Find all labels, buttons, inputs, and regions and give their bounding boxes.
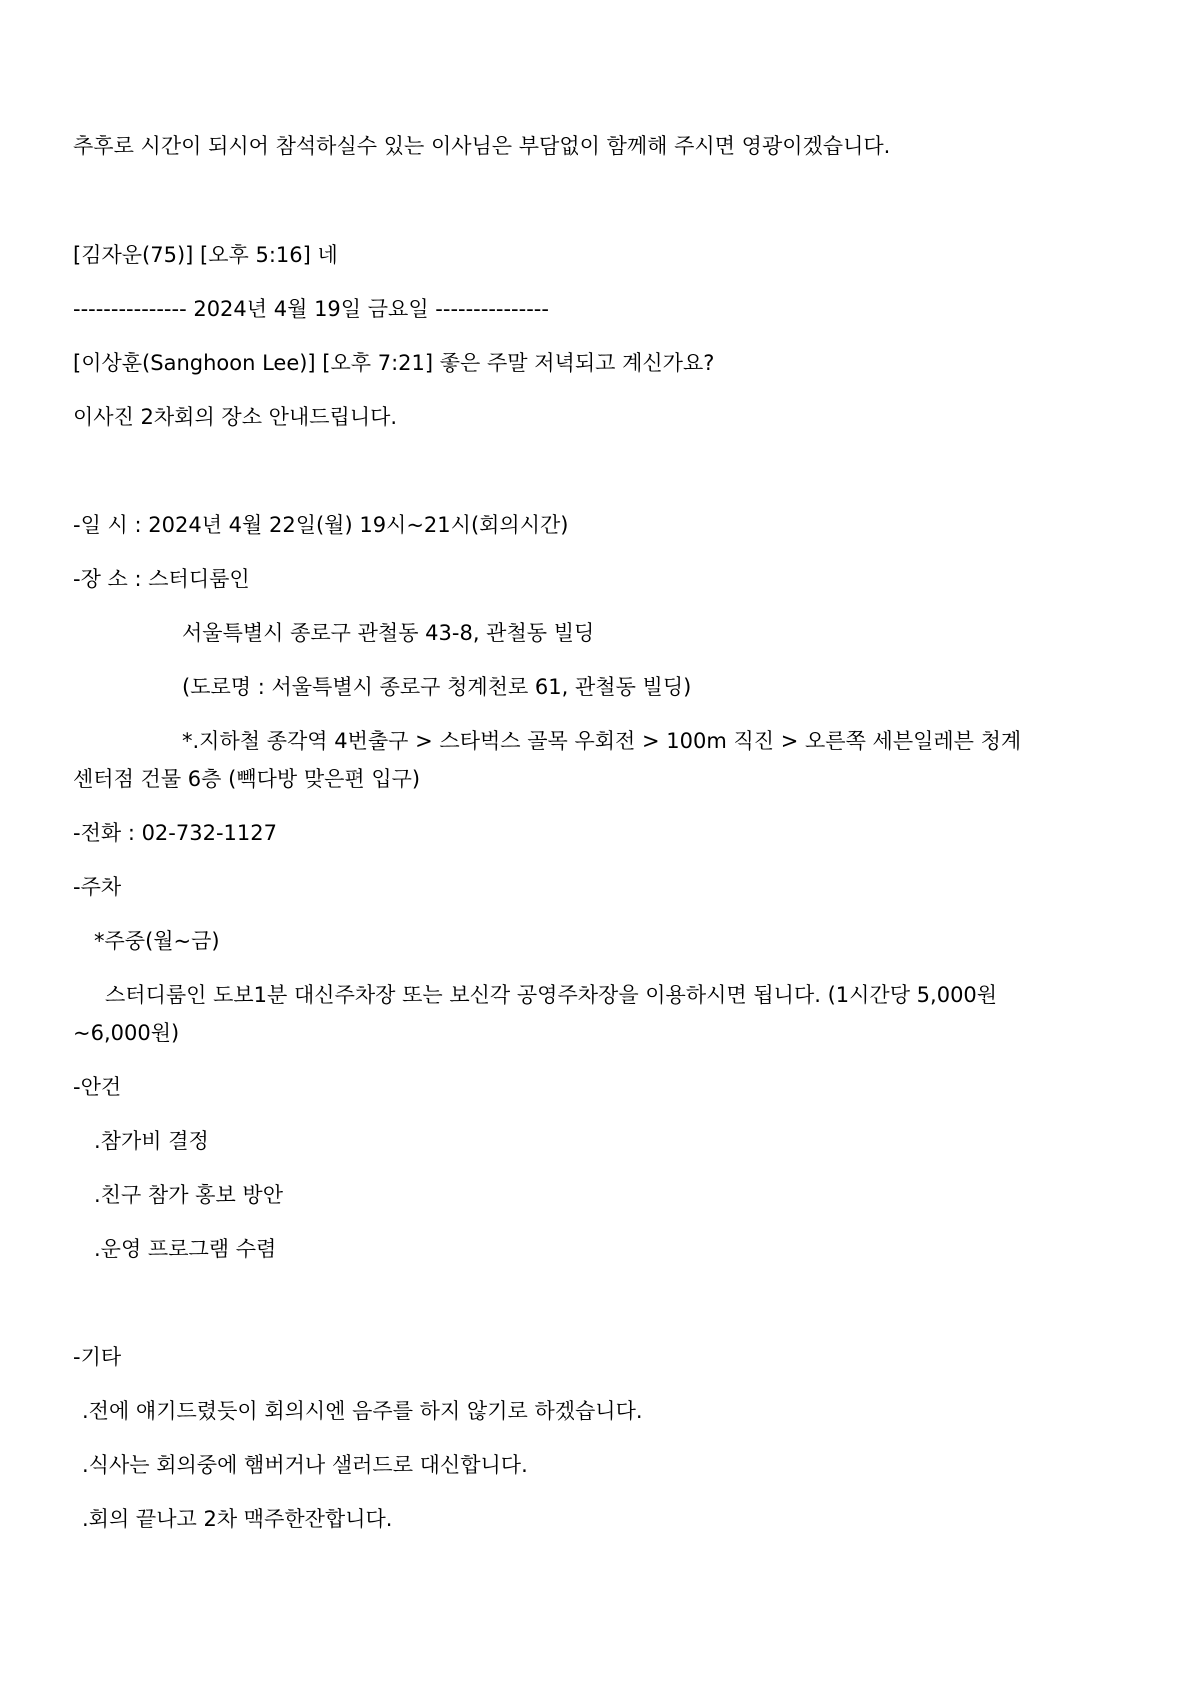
agenda-heading: -안건 xyxy=(73,1075,122,1099)
chat-message-lee: [이상훈(Sanghoon Lee)] [오후 7:21] 좋은 주말 저녁되고 계신가요? xyxy=(73,351,715,375)
directions-line-2: 센터점 건물 6층 (빽다방 맞은편 입구) xyxy=(73,767,421,791)
meeting-address: 서울특별시 종로구 관철동 43-8, 관철동 빌딩 xyxy=(182,621,595,645)
agenda-item-promotion: .친구 참가 홍보 방안 xyxy=(94,1183,283,1207)
date-separator: --------------- 2024년 4월 19일 금요일 --------------- xyxy=(73,297,549,321)
parking-info-line-1: 스터디룸인 도보1분 대신주차장 또는 보신각 공영주차장을 이용하시면 됩니다. (1시간당 5,000원 xyxy=(105,983,998,1007)
meeting-location-intro: 이사진 2차회의 장소 안내드립니다. xyxy=(73,405,398,429)
misc-item-after-party: .회의 끝나고 2차 맥주한잔합니다. xyxy=(82,1507,393,1531)
misc-item-meal: .식사는 회의중에 햄버거나 샐러드로 대신합니다. xyxy=(82,1453,528,1477)
misc-item-no-drinking: .전에 얘기드렸듯이 회의시엔 음주를 하지 않기로 하겠습니다. xyxy=(82,1399,643,1423)
chat-message-kim: [김자운(75)] [오후 5:16] 네 xyxy=(73,243,338,267)
parking-weekday: *주중(월~금) xyxy=(94,929,220,953)
phone-number: -전화 : 02-732-1127 xyxy=(73,821,277,845)
directions-line-1: *.지하철 종각역 4번출구 > 스타벅스 골목 우회전 > 100m 직진 > 오른쪽 세븐일레븐 청계 xyxy=(182,729,1022,753)
misc-heading: -기타 xyxy=(73,1345,122,1369)
meeting-road-address: (도로명 : 서울특별시 종로구 청계천로 61, 관철동 빌딩) xyxy=(182,675,692,699)
meeting-place: -장 소 : 스터디룸인 xyxy=(73,567,250,591)
agenda-item-fee: .참가비 결정 xyxy=(94,1129,209,1153)
parking-info-line-2: ~6,000원) xyxy=(73,1021,180,1045)
meeting-datetime: -일 시 : 2024년 4월 22일(월) 19시~21시(회의시간) xyxy=(73,513,569,537)
agenda-item-program: .운영 프로그램 수렴 xyxy=(94,1237,277,1261)
parking-heading: -주차 xyxy=(73,875,122,899)
closing-invitation-line: 추후로 시간이 되시어 참석하실수 있는 이사님은 부담없이 함께해 주시면 영광이겠습니다. xyxy=(73,134,891,158)
